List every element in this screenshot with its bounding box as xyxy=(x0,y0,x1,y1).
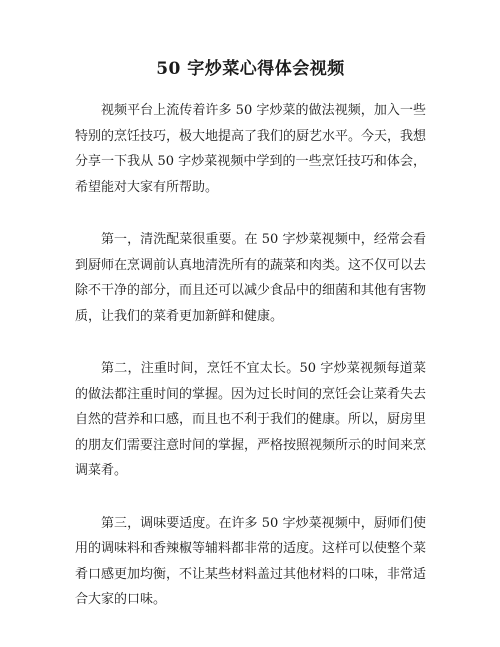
paragraph-third-point: 第三，调味要适度。在许多 50 字炒菜视频中，厨师们使用的调味料和香辣椒等辅料都非常的适度。这样可以使整个菜肴口感更加均衡，不让某些材料盖过其他材料的口味，非常适合大家的口味。 xyxy=(75,515,427,607)
paragraph-intro: 视频平台上流传着许多 50 字炒菜的做法视频，加入一些特别的烹饪技巧，极大地提高了我们的厨艺水平。今天，我想分享一下我从 50 字炒菜视频中学到的一些烹饪技巧和体会，希望能对大家有所帮助。 xyxy=(75,103,427,195)
paragraph-second-point: 第二，注重时间，烹饪不宜太长。50 字炒菜视频每道菜的做法都注重时间的掌握。因为过长时间的烹饪会让菜肴失去自然的营养和口感，而且也不利于我们的健康。所以，厨房里的朋友们需要注意时间的掌握，严格按照视频所示的时间来烹调菜肴。 xyxy=(75,361,427,478)
paragraph-first-point: 第一，清洗配菜很重要。在 50 字炒菜视频中，经常会看到厨师在烹调前认真地清洗所有的蔬菜和肉类。这不仅可以去除不干净的部分，而且还可以减少食品中的细菌和其他有害物质，让我们的菜肴更加新鲜和健康。 xyxy=(75,232,427,324)
document-title: 50 字炒菜心得体会视频 xyxy=(156,59,345,79)
